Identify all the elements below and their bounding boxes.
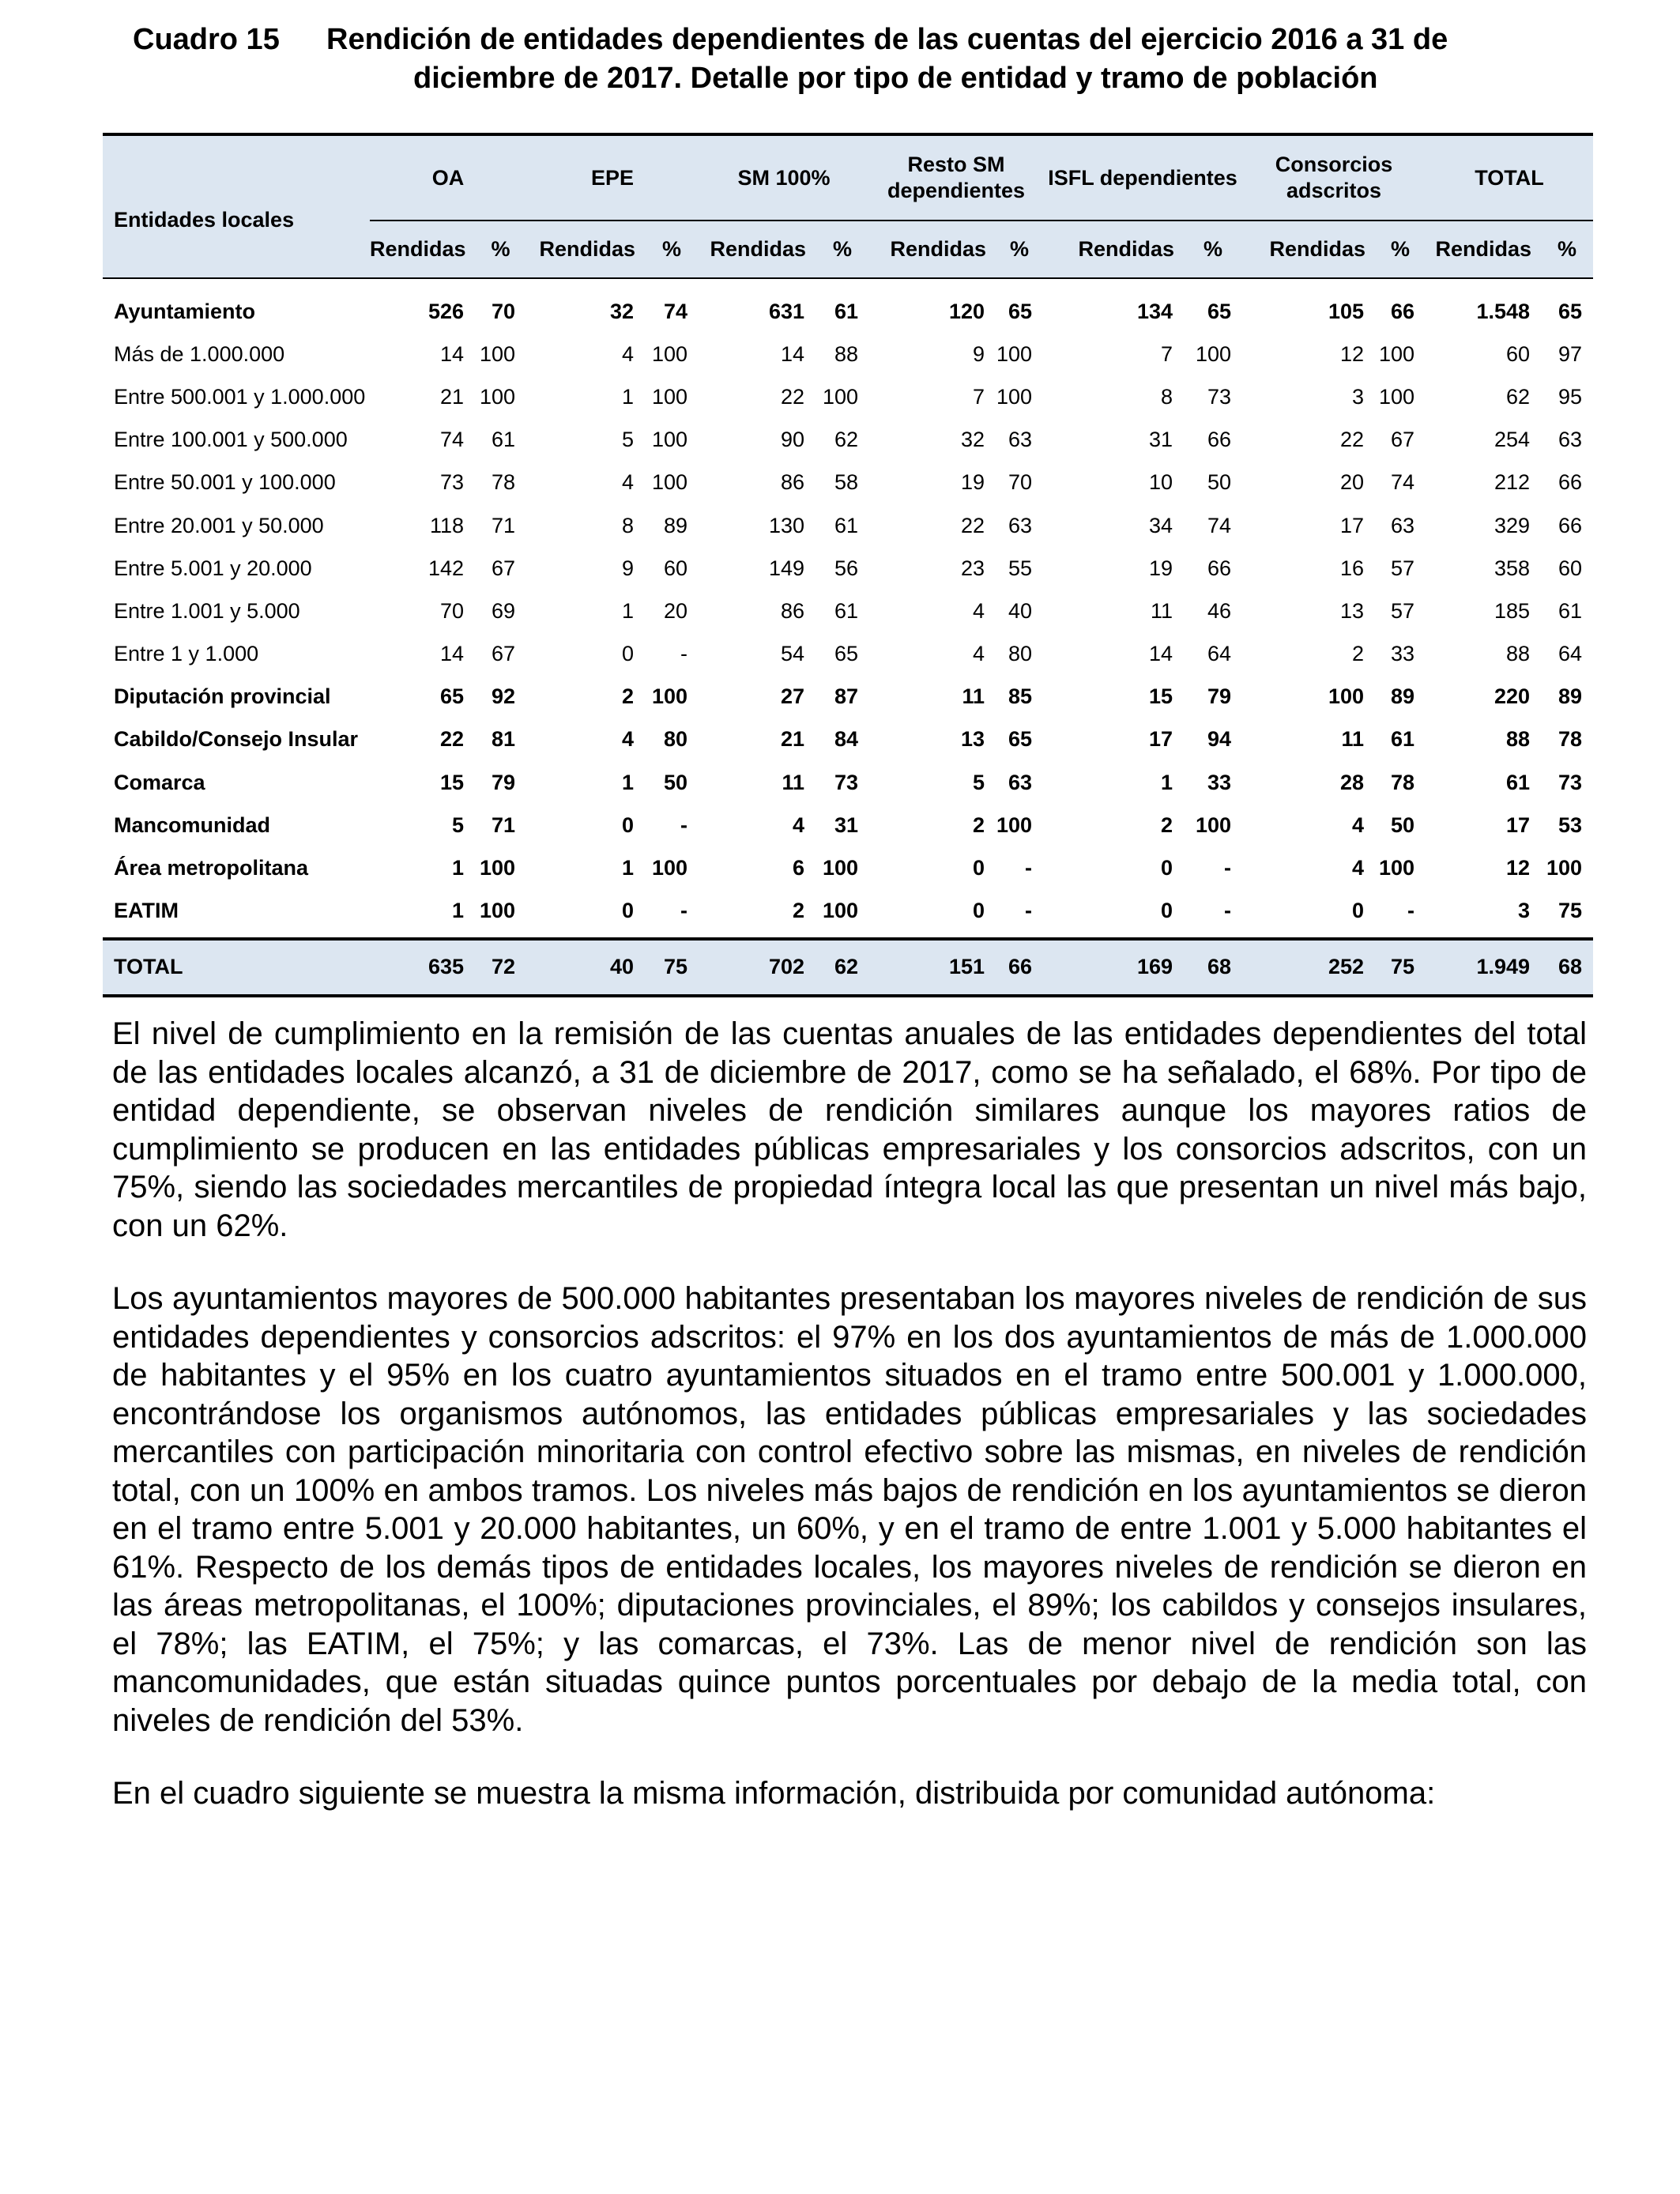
table-cell: 63: [1390, 513, 1415, 537]
table-row: [103, 278, 1593, 333]
table-cell: 100: [651, 428, 687, 452]
subheader-rendidas: Rendidas: [869, 221, 996, 278]
table-cell: 92: [491, 684, 515, 709]
table-cell: 149: [768, 556, 804, 580]
table-cell: 66: [1390, 299, 1415, 323]
table-cell: 62: [834, 428, 858, 452]
table-cell: 14: [439, 642, 464, 666]
table-cell: 1: [621, 770, 634, 794]
header-group: OA: [370, 134, 526, 221]
header-group: Resto SM dependientes: [869, 134, 1043, 221]
table-cell: 15: [1148, 684, 1173, 709]
table-cell: 1: [451, 856, 464, 880]
row-label: Más de 1.000.000: [114, 341, 285, 366]
table-cell: 5: [972, 770, 985, 794]
table-cell: 56: [834, 556, 858, 580]
table-cell: 73: [439, 470, 464, 495]
table-cell: 65: [1008, 299, 1032, 323]
row-label: EATIM: [114, 899, 179, 923]
table-cell: 86: [780, 470, 804, 495]
table-row: [103, 375, 1593, 418]
table-cell: 61: [834, 513, 858, 537]
total-cell: 1.949: [1426, 939, 1541, 996]
table-cell: -: [1407, 899, 1415, 923]
table-cell: 20: [663, 598, 687, 623]
header-group: SM 100%: [699, 134, 869, 221]
caption-label: Cuadro 15: [133, 23, 280, 56]
table-cell: 64: [1207, 642, 1232, 666]
table-cell: 17: [1148, 727, 1173, 752]
table-cell: 11: [1150, 598, 1173, 623]
caption-line-1: Rendición de entidades dependientes de las cuentas del ejercicio 2016 a 31 de: [326, 23, 1448, 56]
table-cell: 1: [621, 598, 634, 623]
table-cell: 32: [960, 428, 985, 452]
table-cell: 358: [1494, 556, 1531, 580]
table-cell: 220: [1494, 684, 1531, 709]
table-cell: 66: [1207, 428, 1232, 452]
table-cell: 70: [439, 598, 464, 623]
table-cell: 100: [1546, 856, 1583, 880]
table-cell: 79: [491, 770, 515, 794]
table-cell: 10: [1148, 470, 1173, 495]
total-cell: 169: [1043, 939, 1184, 996]
table-cell: 3: [1518, 899, 1531, 923]
table-cell: 58: [834, 470, 858, 495]
table-cell: 100: [651, 684, 687, 709]
table-cell: 14: [439, 341, 464, 366]
table-cell: 61: [1390, 727, 1415, 752]
total-cell: 66: [996, 939, 1043, 996]
table-cell: -: [1025, 856, 1032, 880]
table-cell: 66: [1558, 470, 1583, 495]
table-cell: 19: [960, 470, 985, 495]
table-cell: 61: [834, 598, 858, 623]
total-cell: 75: [645, 939, 699, 996]
table-cell: 22: [780, 384, 804, 409]
table-cell: 11: [1341, 727, 1365, 752]
table-cell: 130: [768, 513, 804, 537]
table-cell: 74: [1390, 470, 1415, 495]
table-cell: 5: [621, 428, 634, 452]
table-cell: 185: [1494, 598, 1531, 623]
table-cell: 75: [1558, 899, 1583, 923]
table-cell: 46: [1207, 598, 1232, 623]
rendition-table: [103, 133, 1593, 997]
table-cell: 65: [834, 642, 858, 666]
table-cell: 21: [780, 727, 804, 752]
table-cell: 61: [491, 428, 515, 452]
row-label: Comarca: [114, 770, 205, 794]
table-cell: 27: [780, 684, 804, 709]
table-cell: 74: [439, 428, 464, 452]
table-cell: -: [1224, 899, 1232, 923]
subheader-rendidas: Rendidas: [370, 221, 475, 278]
table-cell: 0: [621, 812, 634, 837]
table-cell: 100: [651, 384, 687, 409]
table-cell: 100: [479, 341, 515, 366]
table-cell: 15: [439, 770, 464, 794]
table-cell: 100: [479, 899, 515, 923]
row-label: Mancomunidad: [114, 812, 271, 837]
table-cell: 61: [1558, 598, 1583, 623]
total-cell: 75: [1375, 939, 1426, 996]
table-cell: 89: [1390, 684, 1415, 709]
table-cell: 90: [780, 428, 804, 452]
table-cell: 526: [428, 299, 464, 323]
table-cell: 61: [834, 299, 858, 323]
table-cell: 631: [768, 299, 804, 323]
table-cell: 85: [1008, 684, 1032, 709]
table-cell: 100: [1195, 812, 1232, 837]
table-cell: 100: [1378, 384, 1415, 409]
table-cell: 9: [972, 341, 985, 366]
table-cell: 2: [792, 899, 804, 923]
table-cell: 20: [1339, 470, 1365, 495]
paragraph-2: Los ayuntamientos mayores de 500.000 habitantes presentaban los mayores niveles de rendición de sus entidades dependientes y consorcios adscritos: el 97% en los dos ayuntamientos de más de 1.000.000 de habitantes y el 95% en los cuatro ayuntamientos situados en el tramo entre 500.001 y 1.000.000, encontrándose los organismos autónomos, las entidades públicas empresariales y las sociedades mercantiles con participación minoritaria con control efectivo sobre las mismas, en niveles de rendición total, con un 100% en ambos tramos. Los niveles más bajos de rendición en los ayuntamientos se dieron en el tramo entre 5.001 y 20.000 habitantes, un 60%, y en el tramo de entre 1.001 y 5.000 habitantes el 61%. Respecto de los demás tipos de entidades locales, los mayores niveles de rendición se dieron en las áreas metropolitanas, el 100%; diputaciones provinciales, el 89%; los cabildos y consejos insulares, el 78%; las EATIM, el 75%; y las comarcas, el 73%. Las de menor nivel de rendición son las mancomunidades, que están situadas quince puntos porcentuales por debajo de la media total, con niveles de rendición del 53%.: [112, 1281, 1587, 1738]
table-cell: 100: [651, 856, 687, 880]
subheader-percent: %: [475, 221, 526, 278]
table-cell: 62: [1505, 384, 1531, 409]
table-cell: 5: [451, 812, 464, 837]
total-row: [103, 939, 1593, 996]
subheader-rendidas: Rendidas: [1242, 221, 1375, 278]
table-cell: 100: [996, 384, 1032, 409]
table-cell: 73: [834, 770, 858, 794]
table-cell: 4: [972, 598, 985, 623]
subheader-rendidas: Rendidas: [1426, 221, 1541, 278]
paragraph-3: En el cuadro siguiente se muestra la misma información, distribuida por comunidad autónoma:: [112, 1776, 1436, 1811]
table-cell: 1: [1160, 770, 1173, 794]
table-cell: 50: [663, 770, 687, 794]
table-cell: 329: [1494, 513, 1531, 537]
total-cell: 635: [370, 939, 475, 996]
table-cell: 33: [1207, 770, 1232, 794]
table-row: [103, 804, 1593, 846]
row-label: Entre 5.001 y 20.000: [114, 556, 312, 580]
table-cell: 73: [1207, 384, 1232, 409]
total-cell: 151: [869, 939, 996, 996]
table-cell: 73: [1558, 770, 1583, 794]
table-cell: 2: [1160, 812, 1173, 837]
subheader-percent: %: [996, 221, 1043, 278]
table-cell: 100: [822, 899, 858, 923]
table-cell: 89: [663, 513, 687, 537]
table-cell: 55: [1008, 556, 1032, 580]
table-body: [103, 278, 1593, 939]
table-cell: 4: [621, 341, 634, 366]
table-cell: 80: [1008, 642, 1032, 666]
table-cell: 17: [1505, 812, 1531, 837]
table-row: [103, 718, 1593, 761]
table-cell: 22: [1339, 428, 1365, 452]
table-cell: 79: [1207, 684, 1232, 709]
table-cell: 65: [439, 684, 464, 709]
table-cell: 22: [439, 727, 464, 752]
table-cell: -: [680, 642, 687, 666]
table-row: [103, 504, 1593, 547]
table-cell: 23: [960, 556, 985, 580]
table-cell: 65: [1207, 299, 1232, 323]
table-cell: 7: [972, 384, 985, 409]
table-cell: 9: [621, 556, 634, 580]
table-cell: 3: [1351, 384, 1365, 409]
row-label: Entre 1 y 1.000: [114, 642, 259, 666]
table-cell: 89: [1558, 684, 1583, 709]
subheader-percent: %: [1541, 221, 1593, 278]
table-cell: 4: [792, 812, 804, 837]
table-caption: [133, 21, 1587, 98]
table-cell: 13: [960, 727, 985, 752]
subheader-percent: %: [1375, 221, 1426, 278]
row-label: Diputación provincial: [114, 684, 331, 709]
table-cell: 1: [621, 856, 634, 880]
total-label: TOTAL: [103, 939, 370, 996]
table-cell: 100: [822, 384, 858, 409]
table-cell: 64: [1558, 642, 1583, 666]
table-cell: 84: [834, 727, 858, 752]
table-cell: 61: [1505, 770, 1531, 794]
table-row: [103, 761, 1593, 804]
table-cell: 11: [782, 770, 804, 794]
header-group: EPE: [526, 134, 699, 221]
table-cell: 97: [1558, 341, 1583, 366]
table-cell: 65: [1008, 727, 1032, 752]
table-cell: 31: [1148, 428, 1173, 452]
total-cell: 252: [1242, 939, 1375, 996]
table-cell: 86: [780, 598, 804, 623]
table-cell: 94: [1207, 727, 1232, 752]
table-cell: 100: [1378, 341, 1415, 366]
table-cell: 254: [1494, 428, 1531, 452]
table-cell: 60: [663, 556, 687, 580]
table-cell: 100: [822, 856, 858, 880]
table-row: [103, 419, 1593, 462]
table-cell: 88: [1505, 642, 1531, 666]
table-cell: 14: [780, 341, 804, 366]
subheader-percent: %: [816, 221, 869, 278]
subheader-rendidas: Rendidas: [699, 221, 816, 278]
table-row: [103, 590, 1593, 632]
table-row: [103, 547, 1593, 590]
table-cell: 7: [1160, 341, 1173, 366]
table-cell: 1: [451, 899, 464, 923]
table-cell: 0: [972, 856, 985, 880]
table-cell: -: [680, 812, 687, 837]
table-cell: 212: [1494, 470, 1531, 495]
row-label: Entre 50.001 y 100.000: [114, 470, 336, 495]
table-cell: 0: [1160, 899, 1173, 923]
table-cell: 2: [1351, 642, 1365, 666]
table-cell: 19: [1148, 556, 1173, 580]
subheader-rendidas: Rendidas: [1043, 221, 1184, 278]
header-group: Consorcios adscritos: [1242, 134, 1426, 221]
table-cell: 57: [1390, 598, 1415, 623]
table-cell: 8: [1160, 384, 1173, 409]
header-group: ISFL dependientes: [1043, 134, 1242, 221]
table-cell: 22: [960, 513, 985, 537]
table-cell: 1.548: [1476, 299, 1531, 323]
table-cell: 118: [429, 513, 464, 537]
table-cell: 142: [428, 556, 464, 580]
table-cell: 63: [1008, 428, 1032, 452]
table-cell: 0: [972, 899, 985, 923]
table-cell: 100: [1378, 856, 1415, 880]
table-cell: 120: [948, 299, 985, 323]
table-cell: 88: [834, 341, 858, 366]
table-cell: 34: [1148, 513, 1173, 537]
table-cell: 100: [479, 856, 515, 880]
table-cell: 28: [1339, 770, 1365, 794]
subheader-percent: %: [1184, 221, 1242, 278]
table-cell: 100: [651, 341, 687, 366]
table-cell: 65: [1558, 299, 1583, 323]
row-label: Entre 100.001 y 500.000: [114, 428, 348, 452]
table-row: [103, 846, 1593, 889]
table-cell: 100: [996, 812, 1032, 837]
caption-line-2: diciembre de 2017. Detalle por tipo de entidad y tramo de población: [413, 62, 1378, 95]
table-row: [103, 676, 1593, 718]
table-cell: -: [1224, 856, 1232, 880]
table-cell: -: [1025, 899, 1032, 923]
table-cell: 21: [439, 384, 464, 409]
table-cell: 6: [792, 856, 804, 880]
table-cell: 100: [996, 341, 1032, 366]
header-group: TOTAL: [1426, 134, 1593, 221]
table-cell: 0: [621, 642, 634, 666]
table-cell: 60: [1558, 556, 1583, 580]
total-cell: 702: [699, 939, 816, 996]
table-cell: 12: [1339, 341, 1365, 366]
table-cell: 66: [1558, 513, 1583, 537]
total-cell: 68: [1184, 939, 1242, 996]
table-cell: 63: [1008, 513, 1032, 537]
row-label: Entre 1.001 y 5.000: [114, 598, 300, 623]
table-cell: 66: [1207, 556, 1232, 580]
table-cell: 32: [609, 299, 634, 323]
table-cell: 4: [1351, 856, 1365, 880]
table-cell: 71: [491, 812, 515, 837]
total-cell: 62: [816, 939, 869, 996]
table-cell: 74: [663, 299, 687, 323]
paragraph-1: El nivel de cumplimiento en la remisión de las cuentas anuales de las entidades dependientes del total de las entidades locales alcanzó, a 31 de diciembre de 2017, como se ha señalado, el 68%. Por tipo de entidad dependiente, se observan niveles de rendición similares aunque los mayores ratios de cumplimiento se producen en las entidades públicas empresariales y los consorcios adscritos, con un 75%, siendo las sociedades mercantiles de propiedad íntegra local las que presentan un nivel más bajo, con un 62%.: [112, 1016, 1587, 1243]
table-cell: 100: [1195, 341, 1232, 366]
table-cell: 14: [1148, 642, 1173, 666]
table-cell: 31: [834, 812, 858, 837]
table-cell: 50: [1390, 812, 1415, 837]
table-cell: 17: [1339, 513, 1365, 537]
table-row: [103, 633, 1593, 676]
table-cell: 78: [1390, 770, 1415, 794]
table-cell: 70: [1008, 470, 1032, 495]
table-cell: 53: [1558, 812, 1583, 837]
table-cell: 50: [1207, 470, 1232, 495]
table-cell: 67: [491, 556, 515, 580]
subheader-rendidas: Rendidas: [526, 221, 645, 278]
table-cell: 63: [1008, 770, 1032, 794]
table-cell: 95: [1558, 384, 1583, 409]
table-cell: 67: [1390, 428, 1415, 452]
table-cell: 4: [1351, 812, 1365, 837]
table-cell: 134: [1136, 299, 1173, 323]
table-cell: 100: [479, 384, 515, 409]
table-cell: 11: [962, 684, 985, 709]
table-cell: 54: [780, 642, 804, 666]
table-cell: 4: [621, 470, 634, 495]
table-cell: 78: [1558, 727, 1583, 752]
table-cell: -: [680, 899, 687, 923]
table-cell: 16: [1339, 556, 1365, 580]
table-cell: 100: [1328, 684, 1365, 709]
row-label: Cabildo/Consejo Insular: [114, 727, 359, 752]
table-cell: 0: [1160, 856, 1173, 880]
row-label: Entre 20.001 y 50.000: [114, 513, 324, 537]
table-cell: 2: [621, 684, 634, 709]
table-cell: 12: [1505, 856, 1531, 880]
table-cell: 1: [621, 384, 634, 409]
subheader-percent: %: [645, 221, 699, 278]
total-cell: 40: [526, 939, 645, 996]
table-cell: 100: [651, 470, 687, 495]
table-cell: 13: [1339, 598, 1365, 623]
table-cell: 81: [491, 727, 515, 752]
table-row: [103, 333, 1593, 375]
table-cell: 67: [491, 642, 515, 666]
table-cell: 2: [972, 812, 985, 837]
table-cell: 105: [1328, 299, 1365, 323]
table-cell: 4: [972, 642, 985, 666]
row-label: Ayuntamiento: [114, 299, 256, 323]
table-row: [103, 890, 1593, 939]
table-cell: 57: [1390, 556, 1415, 580]
table-cell: 71: [491, 513, 515, 537]
table-cell: 8: [621, 513, 634, 537]
table-cell: 4: [621, 727, 634, 752]
table-cell: 88: [1505, 727, 1531, 752]
table-cell: 40: [1008, 598, 1032, 623]
table-row: [103, 462, 1593, 504]
table-cell: 60: [1505, 341, 1531, 366]
table-cell: 87: [834, 684, 858, 709]
table-cell: 0: [621, 899, 634, 923]
table-cell: 33: [1390, 642, 1415, 666]
table-cell: 69: [491, 598, 515, 623]
total-cell: 68: [1541, 939, 1593, 996]
row-label: Entre 500.001 y 1.000.000: [114, 384, 366, 409]
header-entidades-locales: Entidades locales: [103, 134, 370, 278]
total-cell: 72: [475, 939, 526, 996]
row-label: Área metropolitana: [114, 856, 309, 880]
table-cell: 78: [491, 470, 515, 495]
table-cell: 70: [491, 299, 515, 323]
table-cell: 74: [1207, 513, 1232, 537]
table-cell: 63: [1558, 428, 1583, 452]
table-cell: 80: [663, 727, 687, 752]
table-cell: 0: [1351, 899, 1365, 923]
